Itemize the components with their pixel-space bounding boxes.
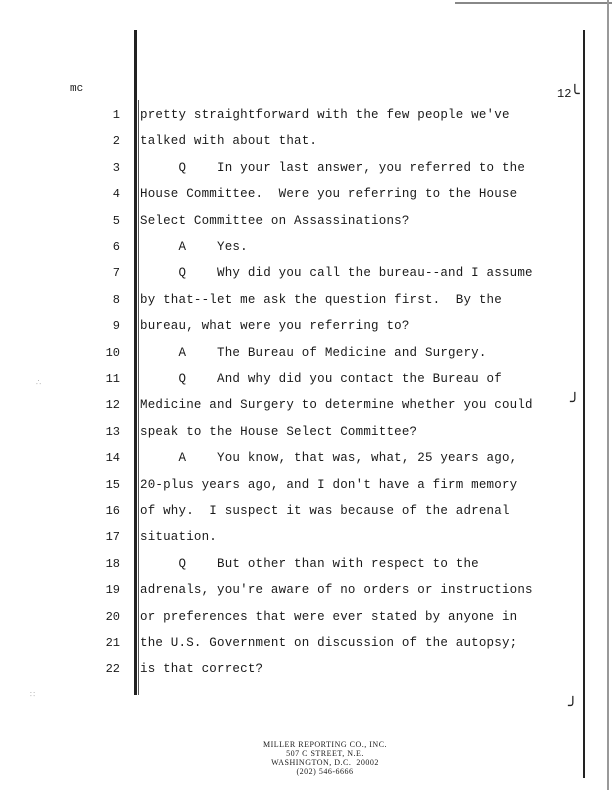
line-text: Select Committee on Assassinations? [140, 213, 410, 228]
line-text: is that correct? [140, 662, 264, 677]
transcript-line [0, 583, 612, 609]
line-text: the U.S. Government on discussion of the autopsy; [140, 636, 518, 650]
transcript-line [0, 161, 612, 187]
line-number: 22 [105, 662, 120, 677]
transcript-line [0, 610, 612, 636]
transcript-line [0, 187, 612, 213]
scan-top-edge [455, 2, 612, 4]
line-number: 20 [105, 609, 120, 624]
footer-city: WASHINGTON, D.C. 20002 [271, 758, 379, 767]
transcript-line [0, 398, 612, 424]
footer-company: MILLER REPORTING CO., INC. [262, 740, 388, 749]
line-text: pretty straightforward with the few people we've [140, 108, 510, 122]
scan-smudge: ∷ [30, 690, 36, 699]
transcript-line [0, 346, 612, 372]
transcript-line [0, 108, 612, 134]
transcript-line [0, 662, 612, 688]
line-number: 17 [105, 530, 120, 545]
transcript-line [0, 240, 612, 266]
line-number: 18 [105, 556, 120, 571]
transcript-line [0, 557, 612, 583]
line-text: Q But other than with respect to the [140, 556, 479, 571]
transcript-line [0, 636, 612, 662]
binding-mark-bottom: ╯ [568, 696, 578, 715]
line-text: adrenals, you're aware of no orders or instructions [140, 583, 533, 598]
line-text: by that--let me ask the question first. By the [140, 292, 502, 307]
line-text: of why. I suspect it was because of the adrenal [140, 504, 510, 518]
line-number: 2 [112, 134, 120, 149]
line-number: 3 [112, 160, 120, 175]
line-text: bureau, what were you referring to? [140, 319, 410, 334]
line-text: or preferences that were ever stated by anyone in [140, 609, 518, 624]
scan-smudge: ∴ [36, 378, 42, 387]
transcript-line [0, 451, 612, 477]
line-number: 6 [112, 240, 120, 254]
line-text: Medicine and Surgery to determine whether you could [140, 398, 533, 413]
line-number: 8 [112, 292, 120, 307]
reporter-initials: mc [70, 83, 84, 95]
line-number: 13 [105, 424, 120, 439]
transcript-line [0, 504, 612, 530]
line-number: 4 [112, 187, 120, 202]
binding-mark-middle: ╯ [570, 392, 580, 411]
line-number: 14 [105, 451, 120, 466]
line-number: 12 [105, 398, 120, 413]
line-text: speak to the House Select Committee? [140, 424, 418, 439]
line-number: 19 [105, 583, 120, 598]
line-number: 15 [105, 477, 120, 492]
line-text: Q Why did you call the bureau--and I assume [140, 266, 533, 281]
reporting-company-footer [200, 740, 450, 776]
line-text: Q In your last answer, you referred to the [140, 160, 526, 175]
line-text: situation. [140, 530, 218, 545]
transcript-line [0, 530, 612, 556]
line-number: 10 [105, 345, 120, 360]
transcript-line [0, 372, 612, 398]
line-text: A You know, that was, what, 25 years ago, [140, 451, 518, 466]
transcript-line [0, 293, 612, 319]
line-text: 20-plus years ago, and I don't have a firm memory [140, 477, 518, 492]
footer-street: 507 C STREET, N.E. [286, 749, 364, 758]
binding-mark-top: ╰ [570, 84, 580, 103]
line-text: Q And why did you contact the Bureau of [140, 372, 502, 386]
line-text: House Committee. Were you referring to the House [140, 187, 518, 202]
line-number: 16 [105, 504, 120, 518]
transcript-line [0, 425, 612, 451]
line-text: A The Bureau of Medicine and Surgery. [140, 345, 487, 360]
line-text: A Yes. [140, 240, 248, 254]
line-number: 1 [112, 108, 120, 122]
line-number: 21 [105, 636, 120, 650]
line-number: 11 [105, 372, 120, 386]
transcript-line [0, 134, 612, 160]
transcript-line [0, 266, 612, 292]
line-number: 9 [112, 319, 120, 334]
transcript-line [0, 478, 612, 504]
footer-phone: (202) 546-6666 [296, 767, 354, 776]
line-number: 5 [112, 213, 120, 228]
line-text: talked with about that. [140, 134, 318, 149]
transcript-line [0, 319, 612, 345]
page-number: 12 [557, 87, 572, 101]
transcript-line [0, 214, 612, 240]
line-number: 7 [112, 266, 120, 281]
